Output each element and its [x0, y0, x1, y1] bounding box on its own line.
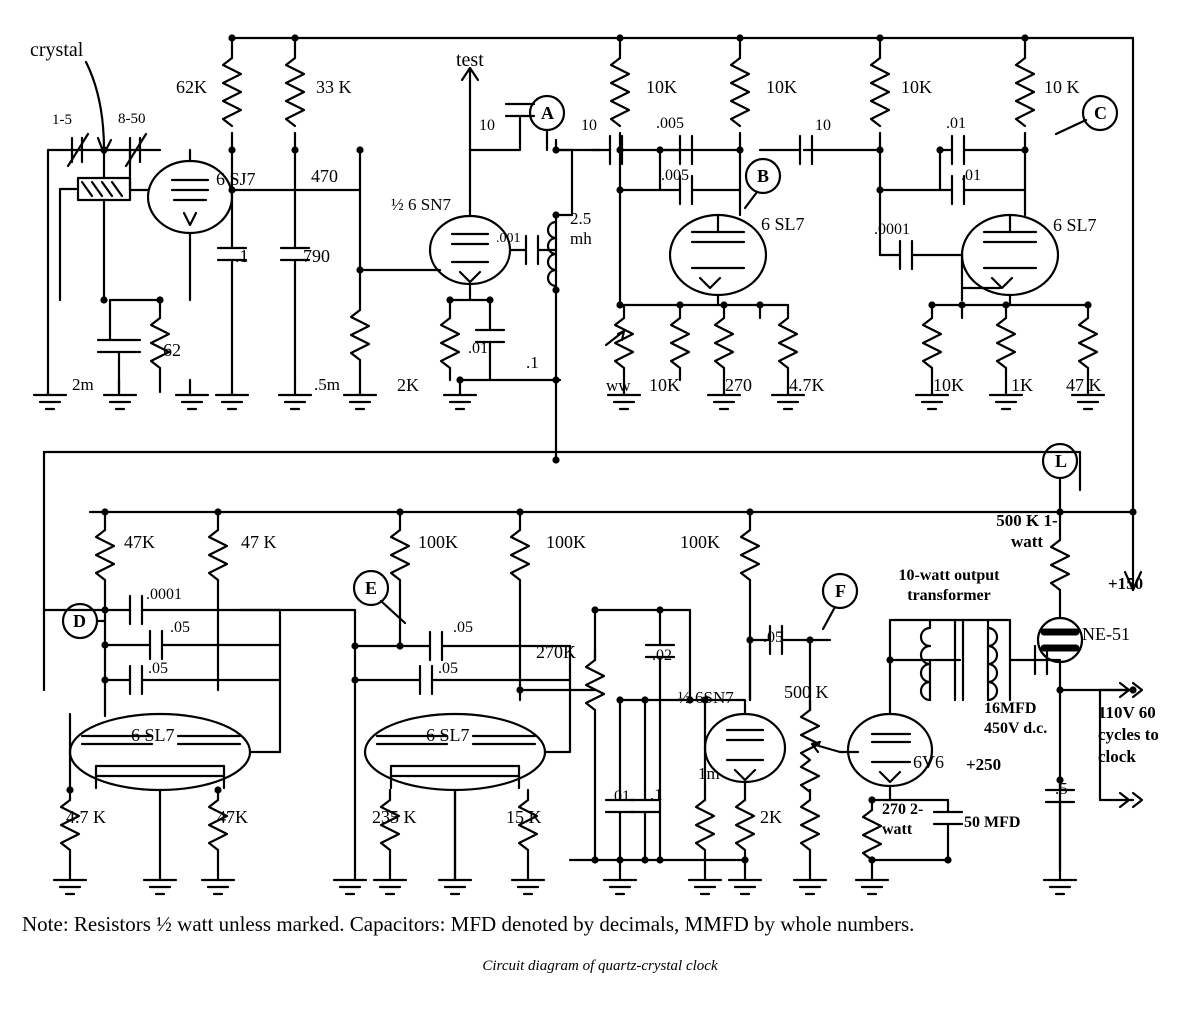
label-c-470: 470: [311, 166, 338, 186]
label-ww: ww: [606, 376, 631, 395]
label-c-01-b: .01: [961, 167, 981, 184]
label-v-250: +250: [966, 755, 1002, 774]
label-r-47k-f: 47K: [217, 807, 248, 827]
label-r-47k-d: 47 K: [241, 532, 277, 552]
label-v2: ½ 6 SN7: [391, 195, 451, 214]
label-r-1k: 1K: [1011, 375, 1033, 395]
label-c-1-c: .1: [650, 785, 663, 804]
test-point-a: A: [541, 103, 554, 123]
label-c-02: .02: [652, 647, 672, 664]
test-point-e: E: [365, 578, 378, 598]
label-c-005-b: .005: [661, 167, 689, 184]
label-c-01-c: .01: [468, 340, 488, 357]
label-r-10k-5: 10K: [649, 375, 680, 395]
label-v8: 6V6: [913, 752, 944, 772]
label-v5: 6 SL7: [131, 725, 175, 745]
label-v4: 6 SL7: [1053, 215, 1097, 235]
label-c-1-b: .1: [526, 353, 539, 372]
label-r-1m: 1m: [698, 764, 720, 783]
label-r-270k: 270K: [536, 642, 576, 662]
test-point-d: D: [73, 611, 86, 631]
label-r-100k-a: 100K: [418, 532, 458, 552]
label-r-270-2w: 270 2-watt: [882, 801, 924, 838]
test-point-b: B: [757, 166, 770, 186]
label-v1: 6 SJ7: [216, 169, 256, 189]
label-c-0001-b: .0001: [146, 586, 182, 603]
label-r-10k-1: 10K: [646, 77, 677, 97]
label-r-2k-a: 2K: [397, 375, 419, 395]
label-tp-a-cap: 10: [581, 117, 597, 134]
label-r-10k-3: 10K: [901, 77, 932, 97]
label-v-150: +150: [1108, 574, 1144, 593]
label-r-10k-4: 10 K: [1044, 77, 1080, 97]
label-c-790: 790: [303, 246, 330, 266]
label-c-05-b: .05: [148, 660, 168, 677]
label-r-62k: 62K: [176, 77, 207, 97]
label-r-2m: 2m: [72, 375, 94, 394]
label-r-100k-b: 100K: [546, 532, 586, 552]
label-mains: 110V 60 cycles to clock: [1098, 703, 1159, 767]
label-c-0001-a: .0001: [874, 221, 910, 238]
label-c-05-a: .05: [170, 619, 190, 636]
label-c-1-a: .1: [235, 246, 249, 266]
label-trimmer-8-50: 8-50: [118, 111, 146, 127]
label-c-001: .001: [496, 231, 521, 246]
label-l-25mh: 2.5 mh: [570, 209, 592, 248]
label-c-10-b: 10: [815, 117, 831, 134]
label-r-10k-2: 10K: [766, 77, 797, 97]
label-r-2k-b: 2K: [760, 807, 782, 827]
label-c-005-a: .005: [656, 115, 684, 132]
label-v6: 6 SL7: [426, 725, 470, 745]
label-r-500k-pot: 500 K: [784, 682, 829, 702]
label-r-47k-b: 47 K: [1066, 375, 1102, 395]
label-r-47k-e: 4.7 K: [66, 807, 106, 827]
label-ne51: NE-51: [1082, 624, 1130, 644]
label-r-10k-6: 10K: [933, 375, 964, 395]
label-r-5m: .5m: [314, 375, 340, 394]
label-c-01-a: .01: [946, 115, 966, 132]
schematic-note: Note: Resistors ½ watt unless marked. Capacitors: MFD denoted by decimals, MMFD by whole numbers.: [22, 912, 915, 936]
test-point-f: F: [835, 581, 846, 601]
label-r-15k: 15 K: [506, 807, 542, 827]
label-r-33k: 33 K: [316, 77, 352, 97]
label-r-47k-a: 4.7K: [789, 375, 825, 395]
label-trimmer-1-5: 1-5: [52, 112, 72, 128]
label-crystal: crystal: [30, 39, 84, 61]
label-transformer: 10-watt output transformer: [898, 567, 1000, 604]
label-r-500k-1w: 500 K 1-watt: [996, 511, 1058, 552]
label-c-05-c: .05: [453, 619, 473, 636]
label-c-05-d: .05: [438, 660, 458, 677]
label-test: test: [456, 49, 484, 71]
label-r-100k-c: 100K: [680, 532, 720, 552]
label-c-05-e: .05: [763, 629, 783, 646]
test-point-l: L: [1055, 451, 1068, 471]
label-v7: ½ 6SN7: [678, 688, 734, 707]
label-c-16mfd: 16MFD 450V d.c.: [984, 700, 1048, 737]
label-v3: 6 SL7: [761, 214, 805, 234]
label-c-10-a: 10: [479, 117, 495, 134]
label-c-5: .5: [1055, 779, 1068, 798]
label-c-50mfd: 50 MFD: [964, 814, 1021, 831]
figure-caption: Circuit diagram of quartz-crystal clock: [482, 958, 718, 974]
label-r-270-a: 270: [725, 375, 752, 395]
test-point-c: C: [1094, 103, 1107, 123]
label-c-01-d: .01: [610, 788, 630, 805]
label-r-62: 62: [163, 340, 181, 360]
label-r-47k-c: 47K: [124, 532, 155, 552]
label-r-235k: 235 K: [372, 807, 417, 827]
